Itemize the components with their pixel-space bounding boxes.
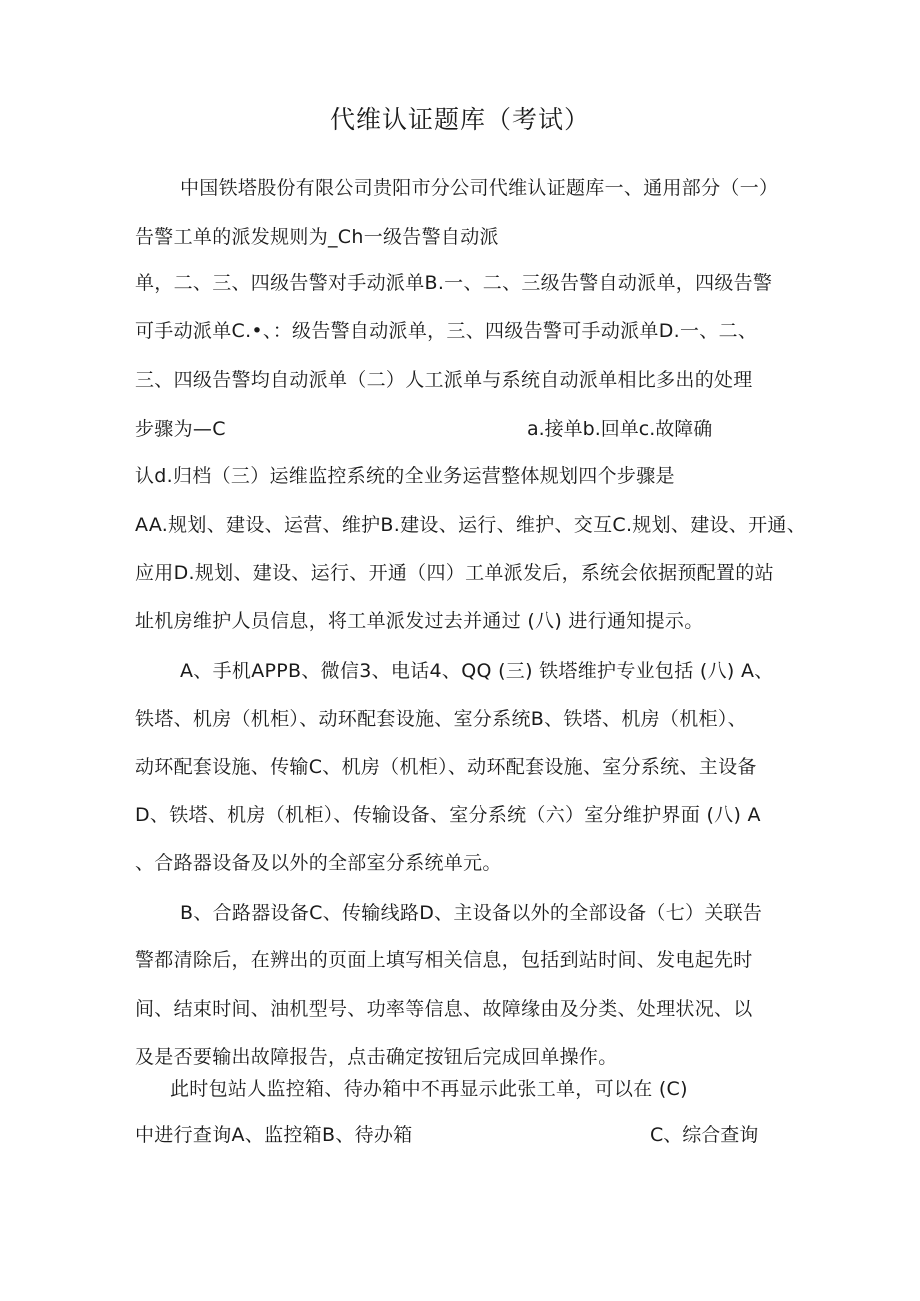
paragraph-line: 认d.归档（三）运维监控系统的全业务运营整体规划四个步骤是	[135, 465, 675, 487]
paragraph-line: 单，二、三、四级告警对手动派单B.一、二、三级告警自动派单，四级告警	[135, 272, 773, 294]
paragraph-line: 步骤为—C	[135, 418, 226, 440]
paragraph-line-right-segment: a.接单b.回单c.故障确	[527, 418, 713, 440]
document-title: 代维认证题库（考试）	[329, 105, 590, 134]
paragraph-line: 间、结束时间、油机型号、功率等信息、故障缘由及分类、处理状况、以	[135, 998, 753, 1020]
paragraph-line: AA.规划、建设、运营、维护B.建设、运行、维护、交互C.规划、建设、开通、	[135, 514, 807, 536]
paragraph-line: 三、四级告警均自动派单（二）人工派单与系统自动派单相比多出的处理	[135, 369, 753, 391]
paragraph-line: 址机房维护人员信息，将工单派发过去并通过 (八) 进行通知提示。	[135, 610, 704, 632]
paragraph-line: A、手机APPB、微信3、电话4、QQ (三) 铁塔维护专业包括 (八) A、	[180, 660, 774, 682]
paragraph-line: 应用D.规划、建设、运行、开通（四）工单派发后，系统会依据预配置的站	[135, 562, 774, 584]
paragraph-line: 可手动派单C.•、：级告警自动派单，三、四级告警可手动派单D.一、二、	[135, 320, 758, 342]
paragraph-line-right-segment: C、综合查询	[650, 1124, 759, 1146]
paragraph-line: 动环配套设施、传输C、机房（机柜）、动环配套设施、室分系统、主设备	[135, 756, 757, 778]
paragraph-line: 警都清除后，在辨出的页面上填写相关信息，包括到站时间、发电起先时	[135, 949, 753, 971]
paragraph-line: 中国铁塔股份有限公司贵阳市分公司代维认证题库一、通用部分（一）	[180, 177, 779, 199]
paragraph-line: 铁塔、机房（机柜）、动环配套设施、室分系统B、铁塔、机房（机柜）、	[135, 708, 747, 730]
paragraph-line: 告警工单的派发规则为_Ch一级告警自动派	[135, 226, 499, 248]
paragraph-line: 中进行查询A、监控箱B、待办箱	[135, 1124, 413, 1146]
paragraph-line: B、合路器设备C、传输线路D、主设备以外的全部设备（七）关联告	[180, 902, 763, 924]
paragraph-line: 此时包站人监控箱、待办箱中不再显示此张工单，可以在 (C)	[170, 1078, 688, 1100]
paragraph-line: 及是否要输出故障报告，点击确定按钮后完成回单操作。	[135, 1046, 618, 1068]
paragraph-line: D、铁塔、机房（机柜）、传输设备、室分系统（六）室分维护界面 (八) A	[135, 804, 761, 826]
paragraph-line: 、合路器设备及以外的全部室分系统单元。	[135, 852, 502, 874]
